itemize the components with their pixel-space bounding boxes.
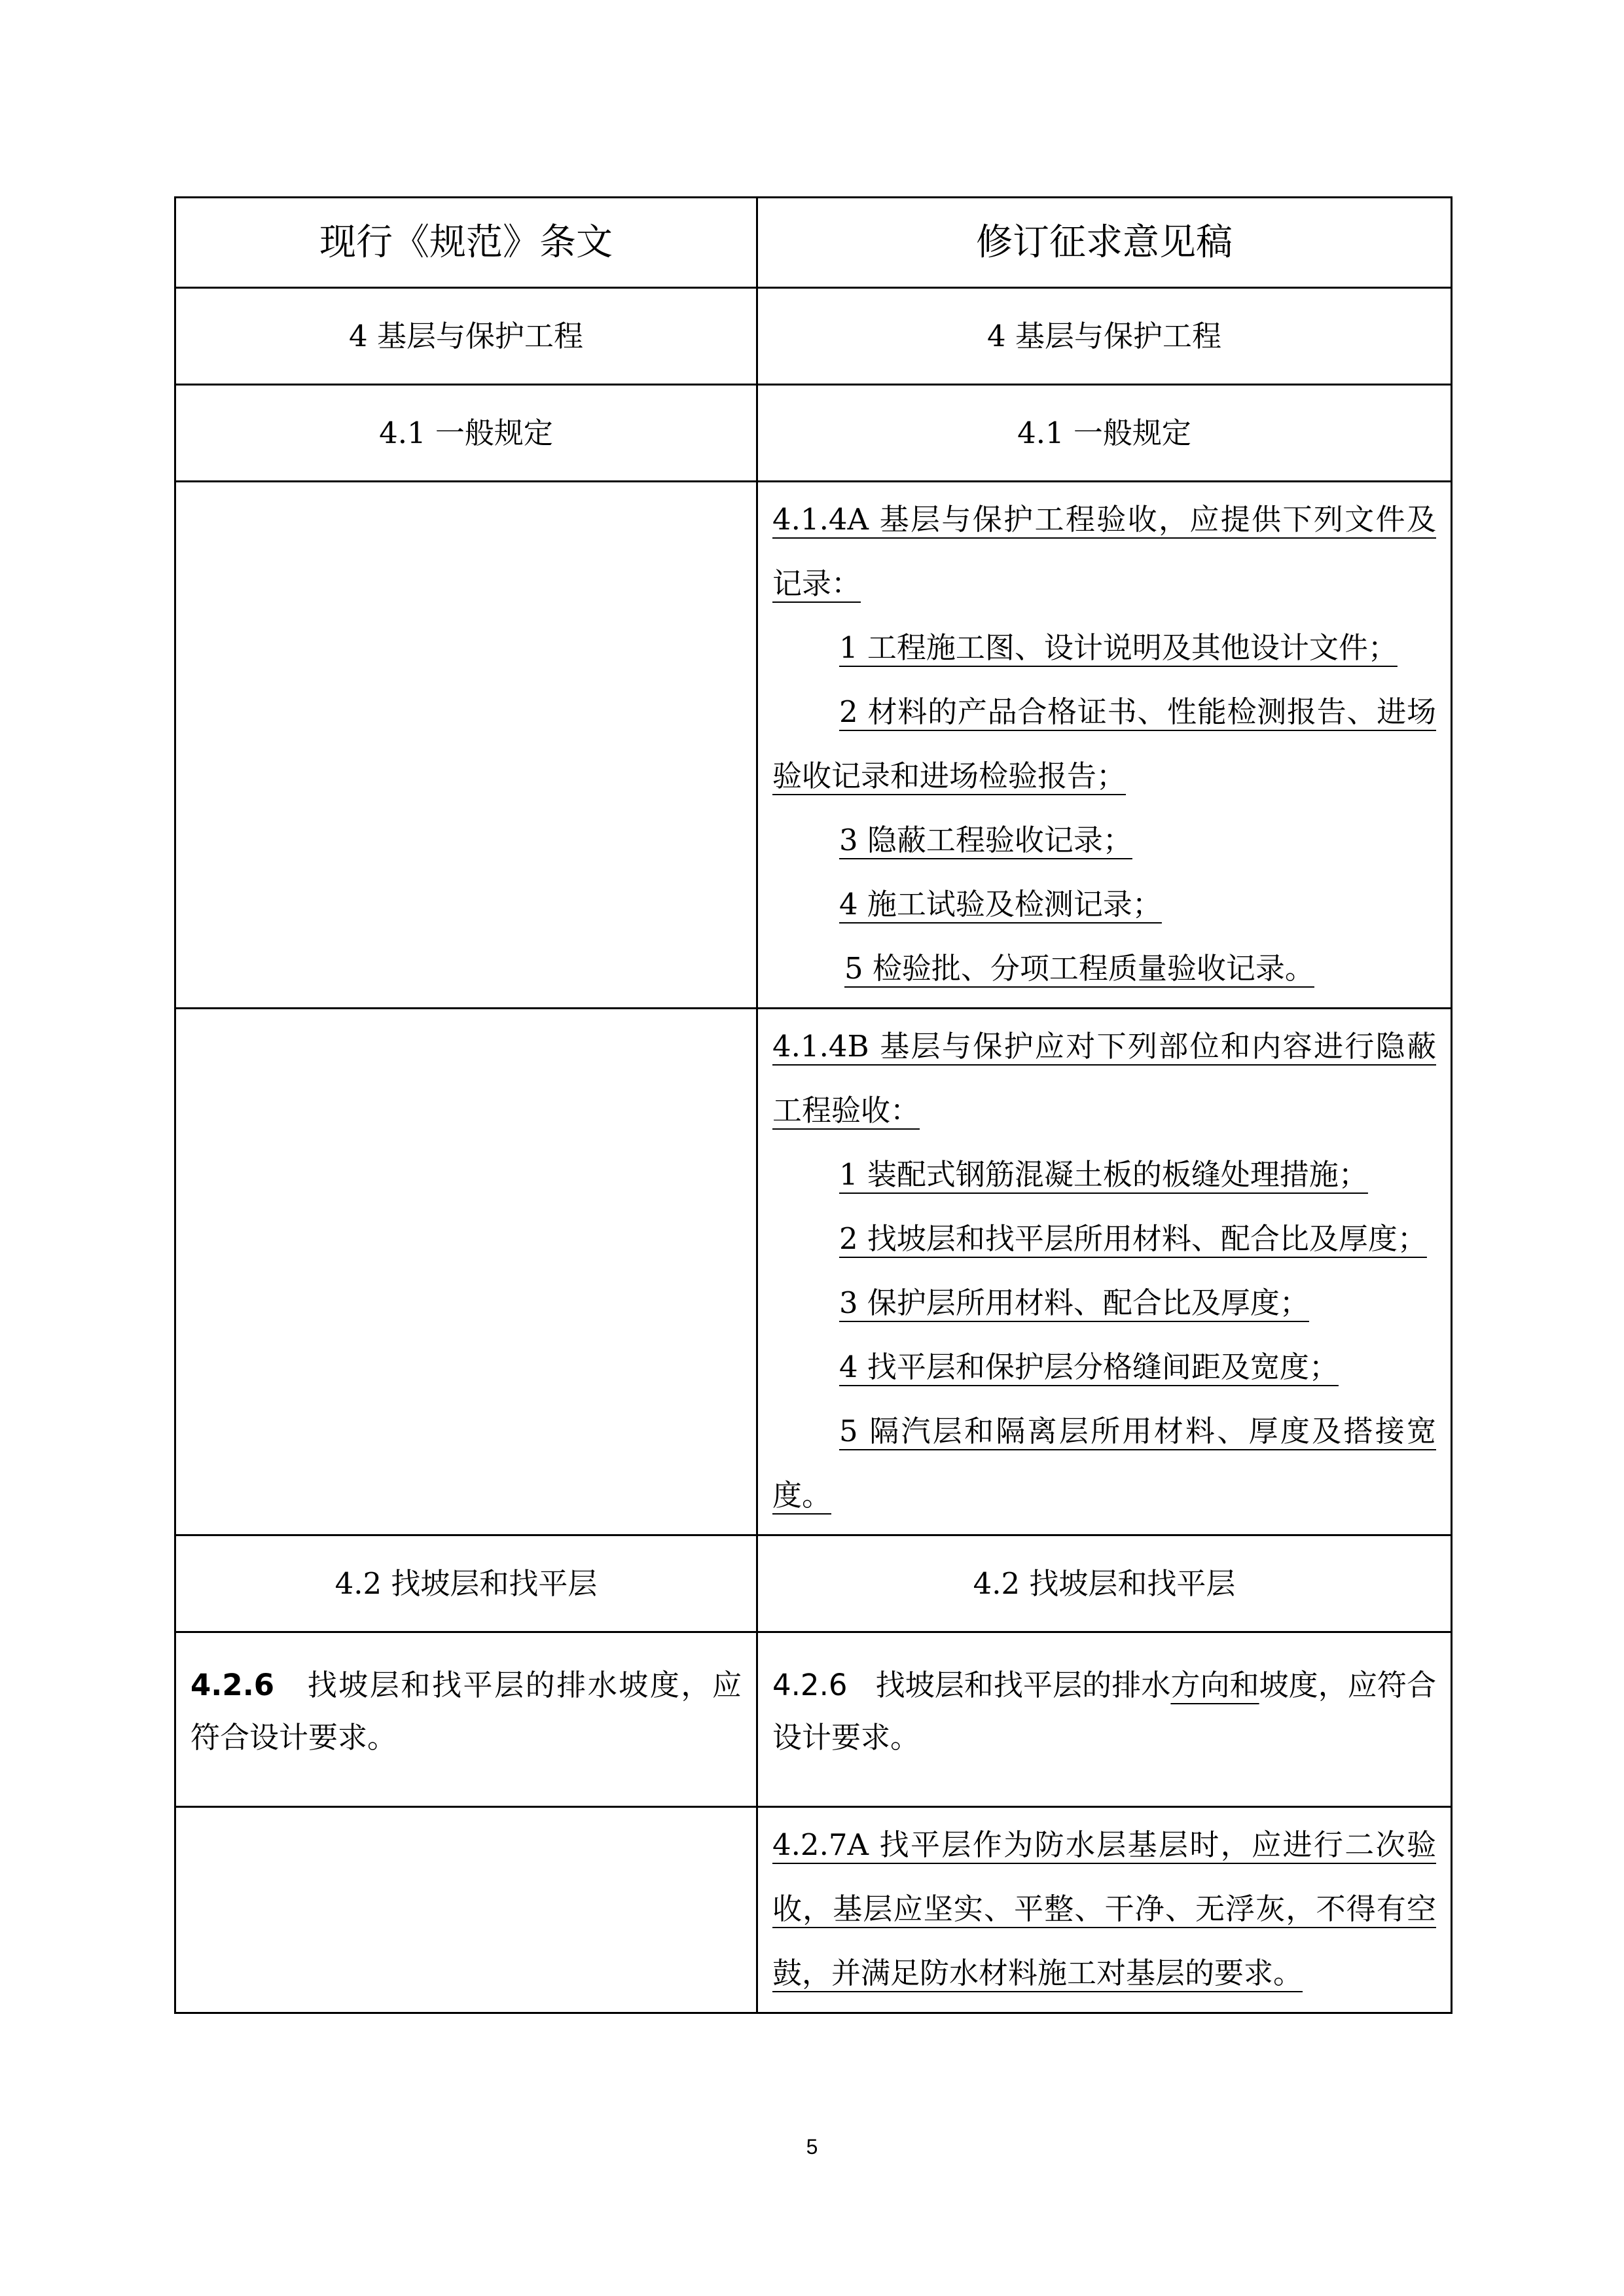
clause-4-1-4b-item-2: 2 找坡层和找平层所用材料、配合比及厚度； [839, 1221, 1427, 1256]
clause-4-1-4a-item-2: 2 材料的产品合格证书、性能检测报告、进场验收记录和进场检验报告； [772, 694, 1436, 793]
comparison-table [174, 196, 1453, 2014]
page-number: 5 [806, 2135, 818, 2159]
section-4-2-current: 4.2 找坡层和找平层 [175, 1535, 757, 1632]
clause-4-1-4a-item-1: 1 工程施工图、设计说明及其他设计文件； [839, 630, 1398, 665]
section-4-1-revised: 4.1 一般规定 [757, 385, 1452, 482]
clause-4-1-4b-item-4: 4 找平层和保护层分格缝间距及宽度； [839, 1350, 1339, 1384]
clause-4-2-6-revised-insertion: 方向和 [1170, 1668, 1259, 1702]
table-header-row [175, 198, 1452, 288]
row-clause-4-2-7a [175, 1807, 1452, 2013]
clause-4-2-6-revised-after: 坡度，应符合设计要求。 [772, 1668, 1436, 1755]
clause-4-1-4b-revised [757, 1009, 1452, 1535]
clause-4-2-6-current [175, 1632, 757, 1807]
clause-4-2-7a-text: 4.2.7A 找平层作为防水层基层时，应进行二次验收，基层应坚实、平整、干净、无浮灰，不得有空鼓，并满足防水材料施工对基层的要求。 [772, 1827, 1436, 1990]
clause-4-1-4a-item-3: 3 隐蔽工程验收记录； [839, 823, 1132, 857]
clause-4-1-4b-item-3: 3 保护层所用材料、配合比及厚度； [839, 1285, 1309, 1320]
section-4-1-current: 4.1 一般规定 [175, 385, 757, 482]
row-clause-4-1-4a [175, 482, 1452, 1009]
clause-4-2-6-current-text: 找坡层和找平层的排水坡度，应符合设计要求。 [190, 1668, 742, 1755]
clause-4-1-4b-current-empty [175, 1009, 757, 1535]
clause-4-1-4b-item-5: 5 隔汽层和隔离层所用材料、厚度及搭接宽度。 [772, 1414, 1436, 1513]
header-revised-draft: 修订征求意见稿 [757, 198, 1452, 288]
clause-4-2-6-revised [757, 1632, 1452, 1807]
section-row-4-2 [175, 1535, 1452, 1632]
clause-4-2-7a-current-empty [175, 1807, 757, 2013]
row-clause-4-2-6 [175, 1632, 1452, 1807]
section-row-4 [175, 288, 1452, 385]
section-4-current: 4 基层与保护工程 [175, 288, 757, 385]
clause-4-1-4a-item-4: 4 施工试验及检测记录； [839, 887, 1162, 922]
section-row-4-1 [175, 385, 1452, 482]
section-4-2-revised: 4.2 找坡层和找平层 [757, 1535, 1452, 1632]
header-current-clauses: 现行《规范》条文 [175, 198, 757, 288]
clause-4-2-6-revised-number: 4.2.6 [772, 1668, 848, 1702]
clause-4-1-4a-intro: 4.1.4A 基层与保护工程验收，应提供下列文件及记录： [772, 502, 1436, 601]
clause-4-1-4b-item-1: 1 装配式钢筋混凝土板的板缝处理措施； [839, 1157, 1368, 1192]
row-clause-4-1-4b [175, 1009, 1452, 1535]
clause-4-2-7a-revised [757, 1807, 1452, 2013]
clause-4-1-4a-current-empty [175, 482, 757, 1009]
clause-4-1-4b-intro: 4.1.4B 基层与保护应对下列部位和内容进行隐蔽工程验收： [772, 1029, 1436, 1128]
clause-4-2-6-revised-before: 找坡层和找平层的排水 [875, 1668, 1171, 1702]
clause-4-2-6-current-number: 4.2.6 [190, 1668, 275, 1702]
section-4-revised: 4 基层与保护工程 [757, 288, 1452, 385]
clause-4-1-4a-item-5: 5 检验批、分项工程质量验收记录。 [844, 951, 1314, 986]
clause-4-1-4a-revised [757, 482, 1452, 1009]
